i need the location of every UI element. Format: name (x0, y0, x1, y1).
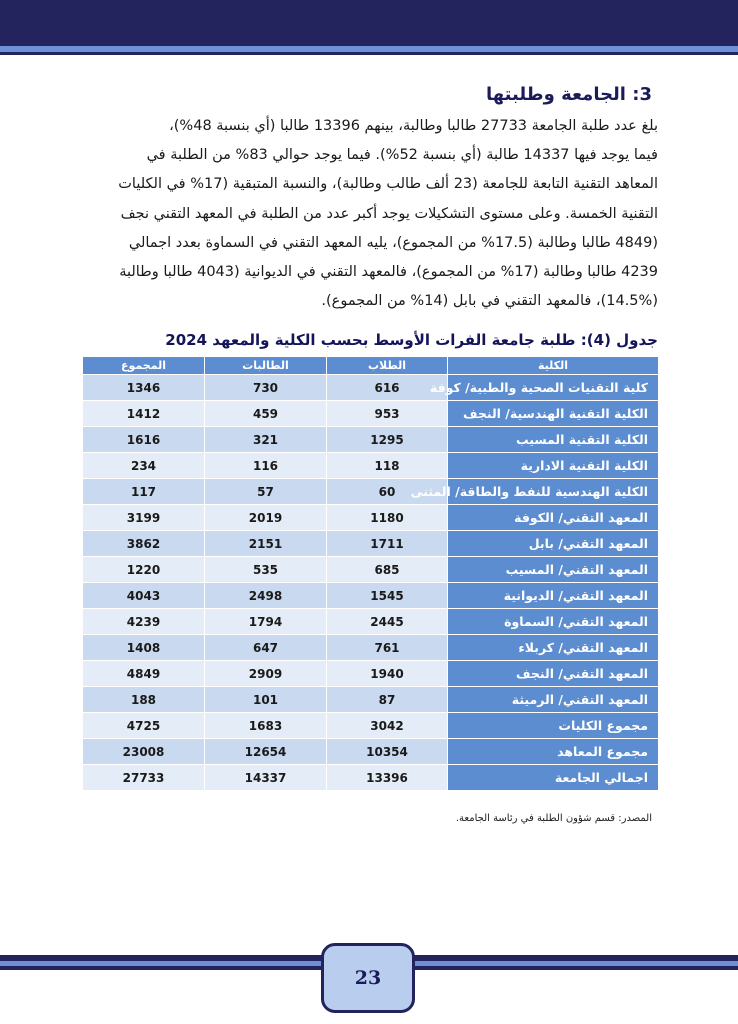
cell-college: مجموع الكليات (448, 713, 659, 739)
paragraph-line: (14.5%)، فالمعهد التقني في بابل (14% من المجموع). (321, 293, 658, 310)
cell-college: الكلية التقنية المسيب (448, 427, 659, 453)
cell-total: 1408 (83, 635, 205, 661)
table-row (83, 635, 659, 661)
table-row (83, 609, 659, 635)
cell-female: 101 (205, 687, 327, 713)
cell-total: 1616 (83, 427, 205, 453)
table-row (83, 557, 659, 583)
paragraph-line: التقنية الخمسة. وعلى مستوى التشكيلات يوجد أكبر عدد من الطلبة في المعهد التقني نجف (120, 205, 658, 222)
paragraph-line: بلغ عدد طلبة الجامعة 27733 طالبا وطالبة، بينهم 13396 طالبا (أي بنسبة 48%)، (169, 118, 658, 134)
table-header-row (83, 357, 659, 375)
body-paragraph (82, 112, 658, 316)
cell-female: 535 (205, 557, 327, 583)
cell-female: 2909 (205, 661, 327, 687)
cell-college: الكلية الهندسية للنفط والطاقة/ المثنى (448, 479, 659, 505)
cell-college: اجمالي الجامعة (448, 765, 659, 791)
header-total: المجموع (83, 357, 205, 375)
cell-male: 10354 (327, 739, 448, 765)
source-note: المصدر: قسم شؤون الطلبة في رئاسة الجامعة. (455, 813, 652, 824)
cell-total: 3862 (83, 531, 205, 557)
cell-male: 685 (327, 557, 448, 583)
cell-college: المعهد التقني/ النجف (448, 661, 659, 687)
table-caption (110, 331, 658, 349)
cell-college: الكلية التقنية الادارية (448, 453, 659, 479)
cell-college: المعهد التقني/ السماوة (448, 609, 659, 635)
cell-female: 1794 (205, 609, 327, 635)
paragraph-line: 4239 طالبا وطالبة (17% من المجموع)، فالمعهد التقني في الديوانية (4043 طالبا وطالبة (119, 264, 658, 281)
table-row (83, 505, 659, 531)
cell-male: 1295 (327, 427, 448, 453)
paragraph-line: (4849 طالبا وطالبة (17.5% من المجموع)، يليه المعهد التقني في السماوة بعدد اجمالي (128, 234, 658, 251)
cell-male: 1940 (327, 661, 448, 687)
table-row (83, 401, 659, 427)
cell-male: 2445 (327, 609, 448, 635)
table-row (83, 661, 659, 687)
section-title: الجامعة وطلبتها (486, 84, 626, 105)
header-bar (0, 0, 738, 46)
paragraph-line: المعاهد التقنية التابعة للجامعة (23 ألف طالب وطالبة)، والنسبة المتبقية (17% في الكليات (118, 176, 658, 193)
cell-college: المعهد التقني/ بابل (448, 531, 659, 557)
cell-total: 4725 (83, 713, 205, 739)
cell-total: 188 (83, 687, 205, 713)
cell-total: 3199 (83, 505, 205, 531)
cell-male: 1545 (327, 583, 448, 609)
cell-male: 118 (327, 453, 448, 479)
table-row (83, 713, 659, 739)
cell-total: 234 (83, 453, 205, 479)
cell-female: 57 (205, 479, 327, 505)
cell-college: المعهد التقني/ الكوفة (448, 505, 659, 531)
page-number: 23 (321, 943, 415, 1013)
cell-total: 4043 (83, 583, 205, 609)
cell-total: 4849 (83, 661, 205, 687)
cell-college: مجموع المعاهد (448, 739, 659, 765)
cell-female: 2498 (205, 583, 327, 609)
cell-female: 14337 (205, 765, 327, 791)
table-row (83, 765, 659, 791)
cell-total: 1346 (83, 375, 205, 401)
cell-college: كلية التقنيات الصحية والطبية/ كوفة (448, 375, 659, 401)
cell-male: 1711 (327, 531, 448, 557)
cell-total: 27733 (83, 765, 205, 791)
table-row (83, 531, 659, 557)
cell-male: 953 (327, 401, 448, 427)
cell-total: 23008 (83, 739, 205, 765)
cell-total: 1412 (83, 401, 205, 427)
cell-male: 13396 (327, 765, 448, 791)
table-row (83, 739, 659, 765)
cell-total: 4239 (83, 609, 205, 635)
cell-female: 12654 (205, 739, 327, 765)
table-row (83, 375, 659, 401)
table-caption-title: طلبة جامعة الفرات الأوسط بحسب الكلية والمعهد (212, 331, 576, 349)
table-row (83, 453, 659, 479)
cell-male: 761 (327, 635, 448, 661)
cell-college: المعهد التقني/ كربلاء (448, 635, 659, 661)
header-college: الكلية (448, 357, 659, 375)
table-caption-label: جدول (4): (580, 331, 658, 349)
cell-female: 1683 (205, 713, 327, 739)
cell-female: 116 (205, 453, 327, 479)
students-table (82, 356, 659, 791)
cell-male: 616 (327, 375, 448, 401)
table-caption-year: 2024 (165, 331, 208, 349)
cell-college: المعهد التقني/ المسيب (448, 557, 659, 583)
cell-female: 730 (205, 375, 327, 401)
cell-female: 647 (205, 635, 327, 661)
header-stripe-thin (0, 52, 738, 55)
table-row (83, 427, 659, 453)
section-number: 3: (632, 84, 652, 105)
table-row (83, 479, 659, 505)
paragraph-line: فيما يوجد فيها 14337 طالبة (أي بنسبة 52%). فيما يوجد حوالي 83% من الطلبة في (146, 147, 658, 164)
cell-college: المعهد التقني/ الرميثة (448, 687, 659, 713)
cell-college: الكلية التقنية الهندسية/ النجف (448, 401, 659, 427)
table-row (83, 687, 659, 713)
cell-college: المعهد التقني/ الديوانية (448, 583, 659, 609)
cell-total: 117 (83, 479, 205, 505)
table-row (83, 583, 659, 609)
cell-male: 87 (327, 687, 448, 713)
cell-female: 2151 (205, 531, 327, 557)
cell-male: 3042 (327, 713, 448, 739)
section-heading (486, 84, 652, 105)
cell-female: 321 (205, 427, 327, 453)
cell-male: 1180 (327, 505, 448, 531)
cell-female: 2019 (205, 505, 327, 531)
cell-male: 60 (327, 479, 448, 505)
cell-female: 459 (205, 401, 327, 427)
header-male: الطلاب (327, 357, 448, 375)
header-female: الطالبات (205, 357, 327, 375)
cell-total: 1220 (83, 557, 205, 583)
